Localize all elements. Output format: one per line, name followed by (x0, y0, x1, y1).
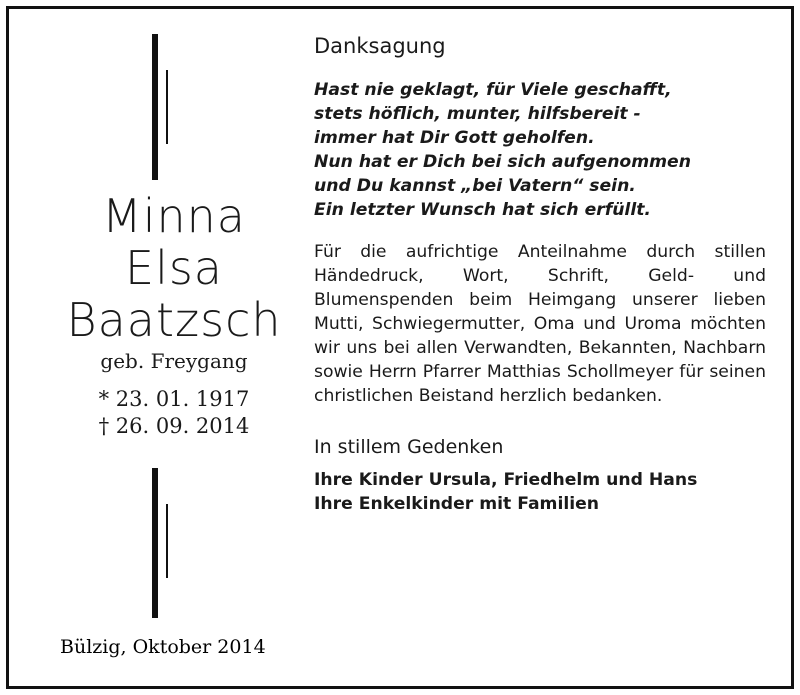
place-date: Bülzig, Oktober 2014 (60, 636, 266, 658)
closing: In stillem Gedenken (314, 436, 504, 458)
decorative-bar-top-thick (152, 34, 158, 180)
last-name: Baatzsch (66, 293, 282, 347)
death-date: † 26. 09. 2014 (98, 414, 250, 438)
thanks-text: Für die aufrichtige Anteilnahme durch stillen Händedruck, Wort, Schrift, Geld- und Blumenspenden beim Heimgang unserer lieben Mutti, Schwiegermutter, Oma und Uroma möchten wir uns bei allen Verwandten, Bekannten, Nachbarn sowie Herrn Pfarrer Matthias Schollmeyer für seinen christlichen Beistand herzlich bedanken. (314, 242, 766, 406)
first-name: Minna (102, 189, 246, 243)
life-dates (99, 386, 250, 440)
signature: Ihre Kinder Ursula, Friedhelm und Hans Ihre Enkelkinder mit Familien (314, 470, 698, 514)
middle-name: Elsa (125, 241, 223, 295)
maiden-name: geb. Freygang (100, 349, 248, 373)
decorative-bar-top-thin (166, 70, 168, 144)
decorative-bar-bottom-thick (152, 468, 158, 618)
decorative-bar-bottom-thin (166, 504, 168, 578)
deceased-info (44, 190, 304, 440)
thanks-section (314, 34, 766, 516)
heading: Danksagung (314, 34, 446, 58)
birth-date: * 23. 01. 1917 (98, 387, 250, 411)
poem: Hast nie geklagt, für Viele geschafft, stets höflich, munter, hilfsbereit - immer hat Dir Gott geholfen. Nun hat er Dich bei sich aufgenommen und Du kannst „bei Vatern“ sein. Ein letzter Wunsch hat sich erfüllt. (314, 80, 691, 220)
